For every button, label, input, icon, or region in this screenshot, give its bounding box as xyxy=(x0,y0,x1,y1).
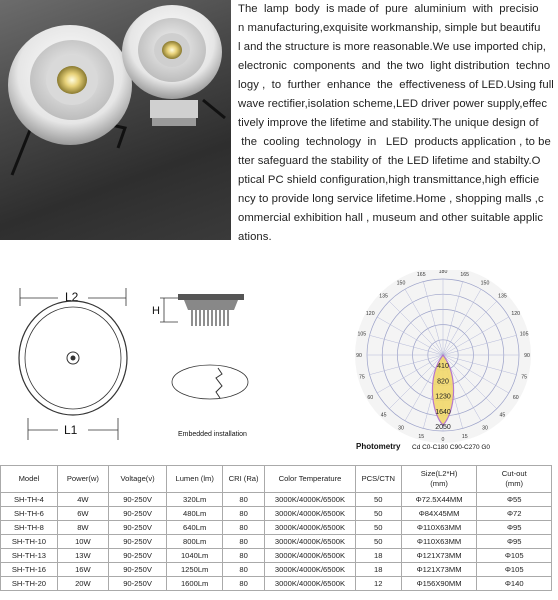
table-cell: 50 xyxy=(355,521,401,535)
angle-label: 45 xyxy=(499,412,506,419)
description-line: tively improve the lifetime and stability.The unique design of xyxy=(238,117,539,129)
table-cell: 80 xyxy=(223,507,265,521)
table-cell: 80 xyxy=(223,493,265,507)
ring-value-label: 2050 xyxy=(435,424,451,431)
table-cell: 20W xyxy=(57,577,108,591)
angle-label: 30 xyxy=(482,425,488,432)
column-header: Voltage(v) xyxy=(108,466,166,493)
table-cell: SH-TH-16 xyxy=(1,563,58,577)
table-cell: 80 xyxy=(223,535,265,549)
table-cell: 18 xyxy=(355,563,401,577)
table-cell: 640Lm xyxy=(167,521,223,535)
table-cell: 1600Lm xyxy=(167,577,223,591)
table-cell: 3000K/4000K/6500K xyxy=(265,577,356,591)
ring-value-label: 1230 xyxy=(435,393,451,401)
angle-label: 60 xyxy=(367,395,374,401)
table-cell: 3000K/4000K/6500K xyxy=(265,493,356,507)
label-l1: L1 xyxy=(64,423,78,437)
angle-label: 105 xyxy=(357,331,367,338)
table-cell: 90-250V xyxy=(108,535,166,549)
table-cell: SH-TH-8 xyxy=(1,521,58,535)
top-view-drawing xyxy=(19,288,127,440)
product-photo xyxy=(0,0,231,240)
description-line: electronic components and the two light distribution techno xyxy=(238,60,551,72)
description-line: l and the structure is more reasonable.We use imported chip, xyxy=(238,41,546,53)
table-cell: 80 xyxy=(223,549,265,563)
angle-label: 0 xyxy=(441,437,445,443)
angle-label: 45 xyxy=(380,412,387,419)
table-cell: Φ55 xyxy=(477,493,552,507)
table-header-row xyxy=(1,466,552,493)
description-line: wave rectifier,isolation scheme,LED driver power supply,effec xyxy=(238,98,548,110)
table-cell: 10W xyxy=(57,535,108,549)
table-cell: Φ110X63MM xyxy=(401,521,477,535)
photometry-title: Photometry xyxy=(356,442,401,451)
table-cell: 320Lm xyxy=(167,493,223,507)
ring-value-label: 410 xyxy=(437,363,449,371)
table-cell: 50 xyxy=(355,535,401,549)
table-cell: 12 xyxy=(355,577,401,591)
table-cell: Φ72 xyxy=(477,507,552,521)
table-body xyxy=(1,493,552,591)
angle-label: 15 xyxy=(461,434,468,441)
table-row xyxy=(1,549,552,563)
angle-label: 135 xyxy=(498,293,507,300)
table-cell: SH-TH-10 xyxy=(1,535,58,549)
spec-table xyxy=(0,465,552,591)
ring-value-label: 1640 xyxy=(435,408,451,416)
ring-value-label: 820 xyxy=(437,378,449,386)
table-row xyxy=(1,563,552,577)
table-cell: 16W xyxy=(57,563,108,577)
angle-label: 135 xyxy=(379,293,388,300)
description-line: ncy to provide long service lifetime.Home , shopping malls ,c xyxy=(238,193,544,205)
table-cell: 90-250V xyxy=(108,521,166,535)
table-cell: Φ95 xyxy=(477,521,552,535)
table-row xyxy=(1,521,552,535)
column-header: Size(L2*H) (mm) xyxy=(401,466,477,493)
column-header: Color Temperature xyxy=(265,466,356,493)
installation-caption: Embedded installation xyxy=(178,431,247,438)
description-line: n manufacturing,exquisite workmanship, simple but beautifu xyxy=(238,22,541,34)
dimension-diagrams xyxy=(0,270,558,460)
angle-label: 105 xyxy=(519,331,529,338)
description-line: ptical PC shield configuration,high transmittance,high efficie xyxy=(238,174,540,186)
label-h: H xyxy=(152,305,160,317)
table-cell: Φ84X45MM xyxy=(401,507,477,521)
table-cell: 90-250V xyxy=(108,563,166,577)
angle-label: 30 xyxy=(398,425,404,432)
table-cell: 90-250V xyxy=(108,507,166,521)
description-line: the cooling technology in LED products application , to be xyxy=(238,136,551,148)
table-cell: 3000K/4000K/6500K xyxy=(265,521,356,535)
table-cell: Φ110X63MM xyxy=(401,535,477,549)
column-header: Lumen (lm) xyxy=(167,466,223,493)
angle-label: 150 xyxy=(480,280,490,287)
table-cell: 480Lm xyxy=(167,507,223,521)
table-cell: 13W xyxy=(57,549,108,563)
table-cell: 3000K/4000K/6500K xyxy=(265,563,356,577)
table-cell: SH-TH-13 xyxy=(1,549,58,563)
table-row xyxy=(1,577,552,591)
angle-label: 75 xyxy=(358,374,365,381)
table-cell: Φ121X73MM xyxy=(401,563,477,577)
table-cell: 1250Lm xyxy=(167,563,223,577)
column-header: Model xyxy=(1,466,58,493)
angle-label: 120 xyxy=(365,311,375,317)
description-line: The lamp body is made of pure aluminium with precisio xyxy=(238,3,539,15)
table-cell: 50 xyxy=(355,507,401,521)
angle-label: 60 xyxy=(512,395,519,401)
table-cell: 80 xyxy=(223,577,265,591)
table-cell: Φ95 xyxy=(477,535,552,549)
table-cell: 90-250V xyxy=(108,549,166,563)
table-cell: Φ121X73MM xyxy=(401,549,477,563)
angle-label: 90 xyxy=(524,353,530,359)
table-cell: 80 xyxy=(223,563,265,577)
table-cell: SH-TH-6 xyxy=(1,507,58,521)
description-line: ations. xyxy=(238,231,272,243)
angle-label: 150 xyxy=(396,280,406,287)
angle-label: 165 xyxy=(460,271,470,278)
table-cell: Φ140 xyxy=(477,577,552,591)
table-cell: 1040Lm xyxy=(167,549,223,563)
table-cell: 50 xyxy=(355,493,401,507)
table-row xyxy=(1,493,552,507)
table-cell: Φ72.5X44MM xyxy=(401,493,477,507)
description-line: tter safeguard the stability of the LED lifetime and stabilty.O xyxy=(238,155,541,167)
angle-label: 15 xyxy=(418,434,425,441)
photometry-diagram xyxy=(355,270,531,443)
table-cell: 80 xyxy=(223,521,265,535)
product-description xyxy=(238,0,552,247)
table-cell: Φ105 xyxy=(477,549,552,563)
table-cell: 18 xyxy=(355,549,401,563)
angle-label: 120 xyxy=(511,311,521,317)
table-cell: SH-TH-20 xyxy=(1,577,58,591)
table-cell: 90-250V xyxy=(108,577,166,591)
table-cell: 3000K/4000K/6500K xyxy=(265,535,356,549)
angle-label: 90 xyxy=(356,353,362,359)
table-cell: 90-250V xyxy=(108,493,166,507)
label-l2: L2 xyxy=(65,290,79,304)
column-header: PCS/CTN xyxy=(355,466,401,493)
table-cell: SH-TH-4 xyxy=(1,493,58,507)
table-cell: 800Lm xyxy=(167,535,223,549)
column-header: Cut-out (mm) xyxy=(477,466,552,493)
column-header: CRI (Ra) xyxy=(223,466,265,493)
photometry-legend: Cd C0-C180 C90-C270 G0 xyxy=(412,444,491,451)
angle-label: 180 xyxy=(438,270,448,275)
side-view-drawing xyxy=(152,294,248,438)
column-header: Power(w) xyxy=(57,466,108,493)
description-line: logy , to further enhance the effectiveness of LED.Using full xyxy=(238,79,554,91)
table-cell: 4W xyxy=(57,493,108,507)
table-cell: Φ156X90MM xyxy=(401,577,477,591)
angle-label: 165 xyxy=(416,271,426,278)
angle-label: 75 xyxy=(521,374,528,381)
table-cell: 3000K/4000K/6500K xyxy=(265,549,356,563)
table-row xyxy=(1,535,552,549)
table-row xyxy=(1,507,552,521)
table-cell: 6W xyxy=(57,507,108,521)
description-line: ommercial exhibition hall , museum and other suitable applic xyxy=(238,212,544,224)
table-cell: Φ105 xyxy=(477,563,552,577)
downlight-illustration xyxy=(0,0,231,240)
table-cell: 8W xyxy=(57,521,108,535)
table-cell: 3000K/4000K/6500K xyxy=(265,507,356,521)
